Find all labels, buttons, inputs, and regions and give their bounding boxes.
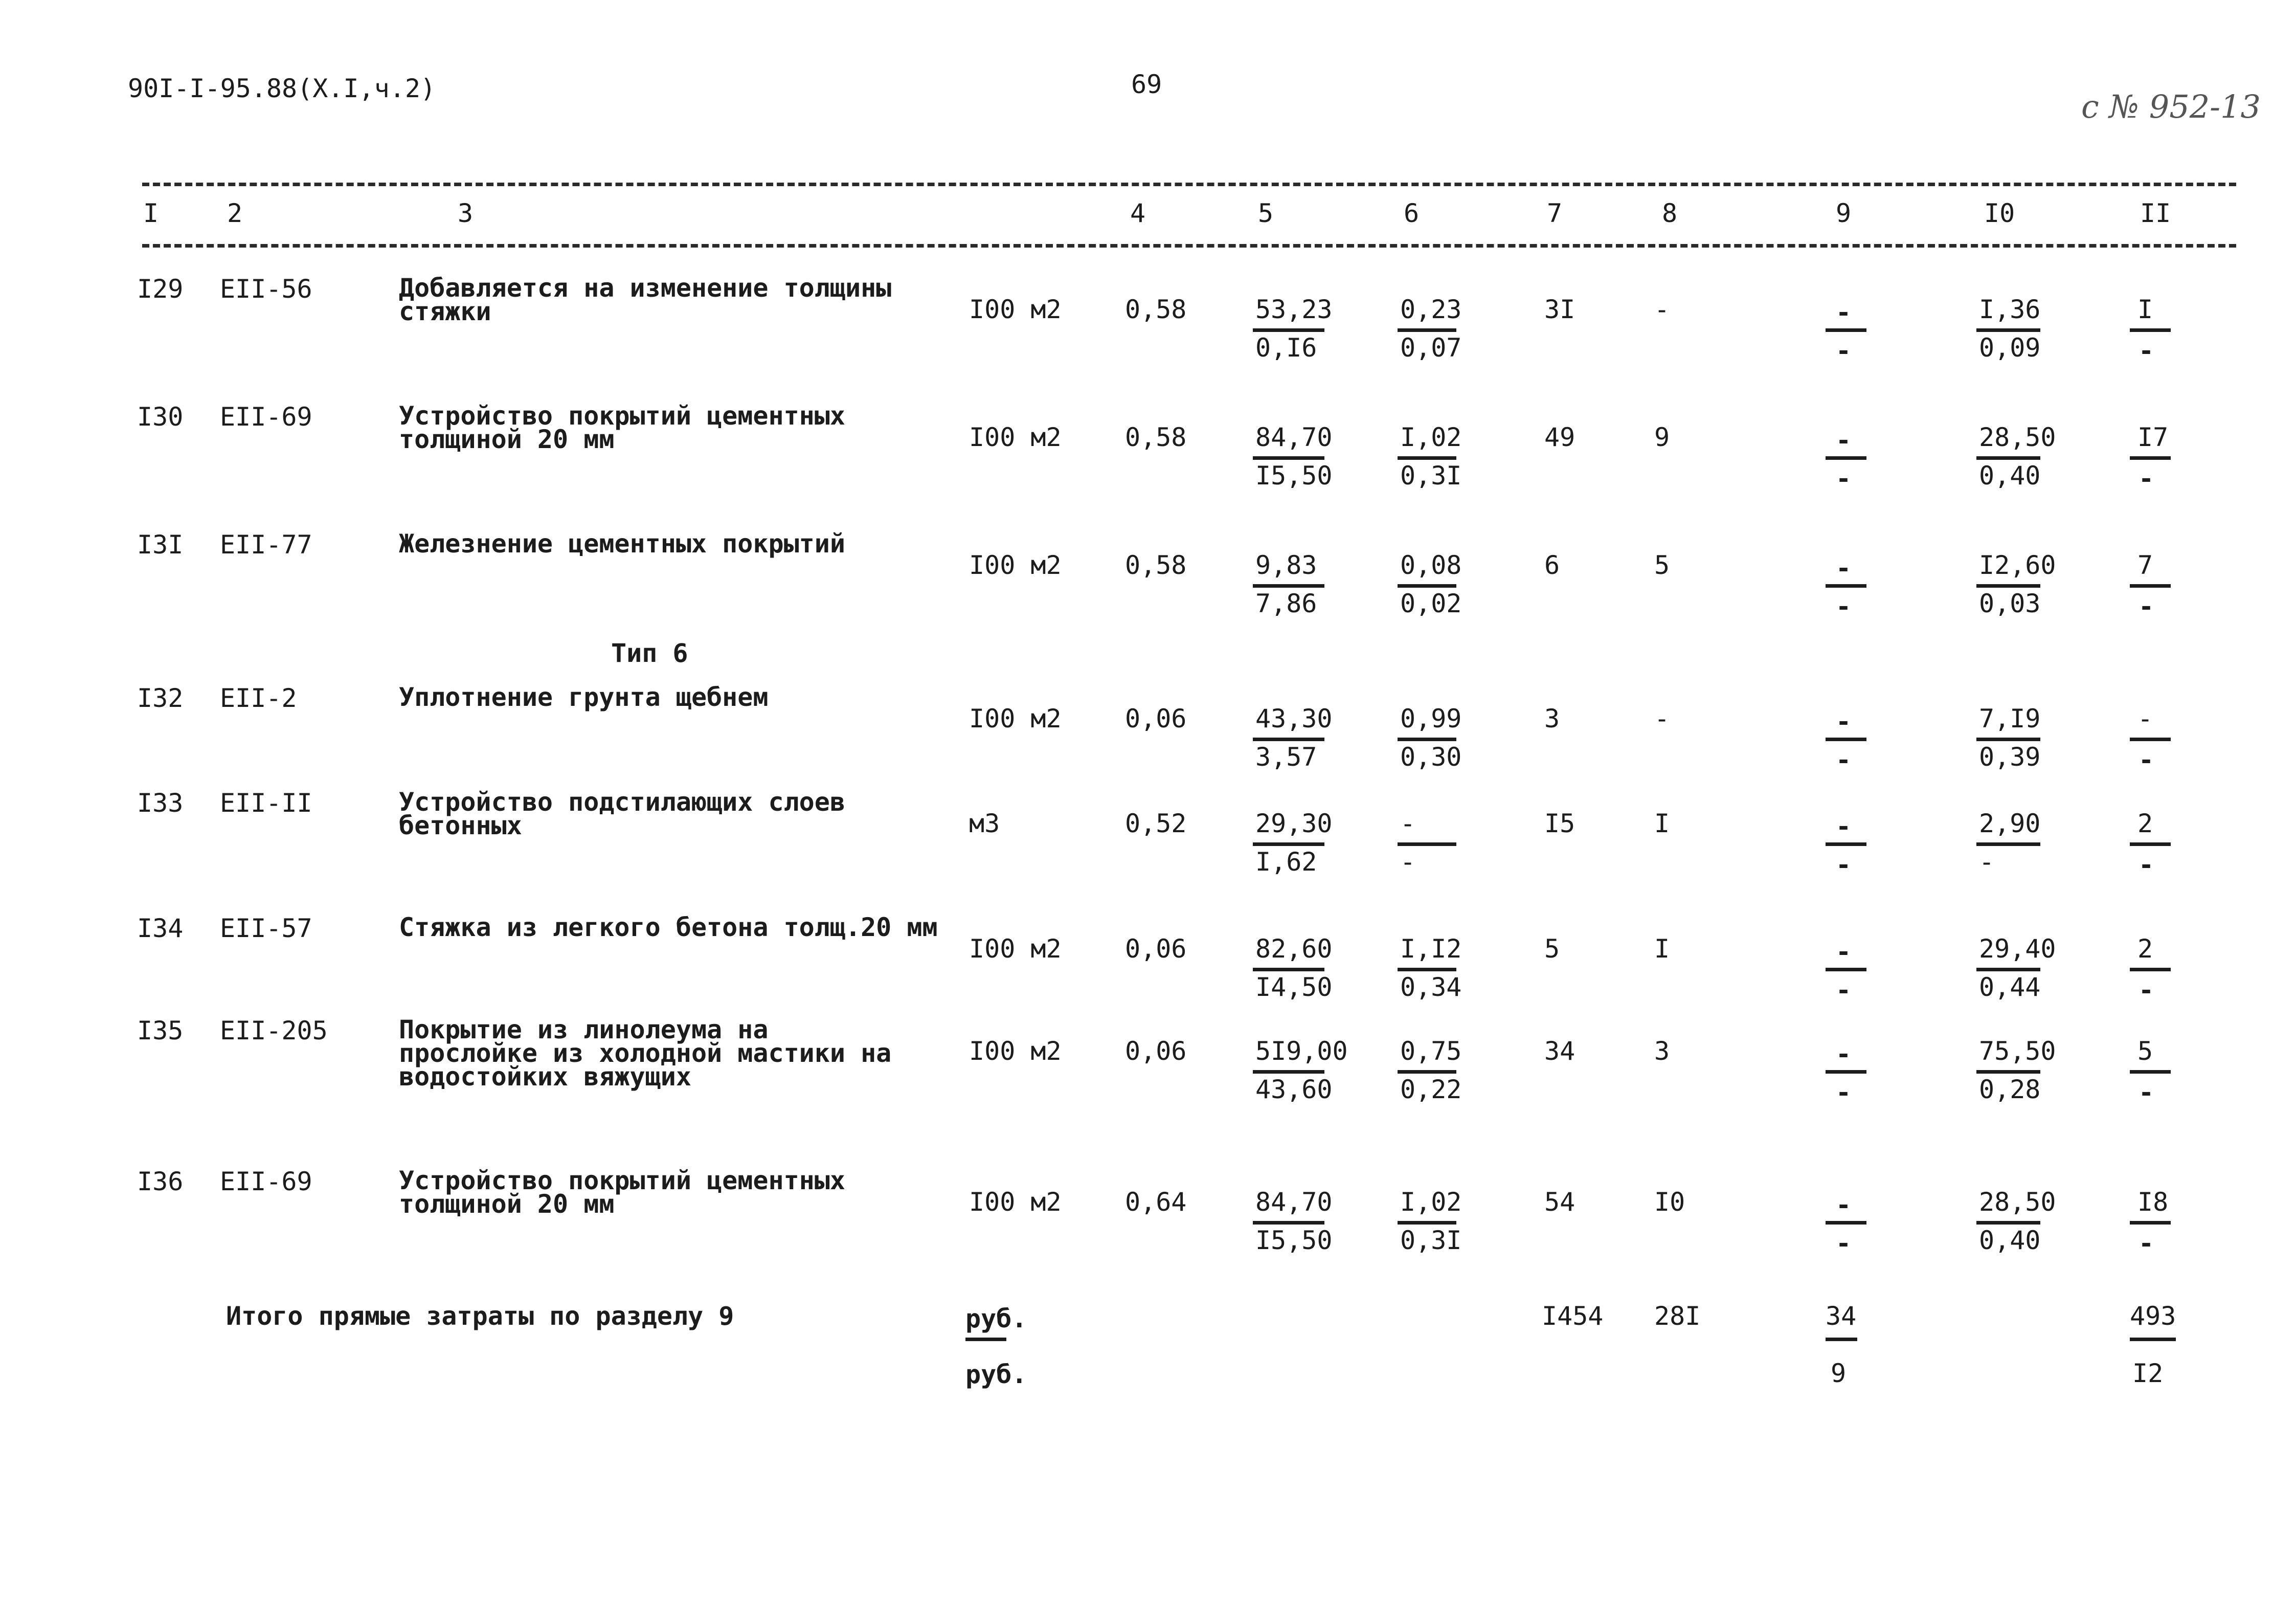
row-col5-underline	[1253, 328, 1324, 332]
header-col-5: 5	[1258, 198, 1274, 228]
row-number: I29	[137, 274, 184, 304]
row-col10-bottom: 0,40	[1979, 1226, 2041, 1255]
row-col9-bottom: -	[1836, 464, 1852, 494]
row-col9-bottom: -	[1836, 1078, 1852, 1107]
row-description: Устройство покрытий цементных толщиной 20 мм	[399, 1166, 845, 1219]
row-col9-top: -	[1836, 553, 1852, 583]
row-col8: 3	[1654, 1036, 1670, 1066]
row-col10-bottom: 0,40	[1979, 461, 2041, 491]
row-col9-top: -	[1836, 426, 1852, 455]
row-col9-bottom: -	[1836, 745, 1852, 775]
row-number: I30	[137, 402, 184, 432]
row-col10-top: I2,60	[1979, 550, 2056, 580]
total-col-7: I454	[1542, 1301, 1604, 1331]
total-col-8: 28I	[1654, 1301, 1701, 1331]
row-code: EII-57	[220, 914, 312, 943]
row-col7: 3	[1544, 704, 1560, 733]
row-col5-top: 9,83	[1255, 550, 1317, 580]
row-col10-top: 2,90	[1979, 809, 2041, 838]
row-col10-underline	[1976, 584, 2040, 588]
row-number: I33	[137, 788, 184, 818]
row-number: I35	[137, 1016, 184, 1045]
row-col10-bottom: 0,44	[1979, 972, 2041, 1002]
header-bottom-rule	[142, 244, 2236, 248]
row-col7: 49	[1544, 422, 1575, 452]
row-col5-underline	[1253, 1221, 1324, 1225]
row-col6-bottom: 0,07	[1400, 333, 1462, 363]
row-col9-top: -	[1836, 298, 1852, 327]
row-col5-bottom: I4,50	[1255, 972, 1333, 1002]
row-col6-top: 0,75	[1400, 1036, 1462, 1066]
total-col-11-bottom: I2	[2132, 1359, 2164, 1388]
row-col6-underline	[1398, 1221, 1456, 1225]
header-col-2: 2	[227, 198, 243, 228]
row-description: Уплотнение грунта щебнем	[399, 682, 769, 712]
row-col5-underline	[1253, 584, 1324, 588]
row-col9-top: -	[1836, 707, 1852, 737]
row-col11-underline	[2130, 584, 2171, 588]
header-col-7: 7	[1547, 198, 1563, 228]
row-col11-underline	[2130, 1070, 2171, 1074]
row-col10-underline	[1976, 842, 2040, 846]
total-col-11-underline	[2130, 1338, 2176, 1341]
row-col6-top: I,I2	[1400, 934, 1462, 964]
row-qty: 0,06	[1125, 934, 1187, 964]
row-col7: 6	[1544, 550, 1560, 580]
row-col11-bottom: -	[2139, 1078, 2154, 1107]
row-col9-underline	[1826, 1070, 1866, 1074]
total-col-11-top: 493	[2130, 1301, 2176, 1331]
row-code: EII-77	[220, 530, 312, 560]
row-col6-underline	[1398, 738, 1456, 741]
row-col9-bottom: -	[1836, 850, 1852, 880]
row-col9-bottom: -	[1836, 592, 1852, 621]
row-col6-bottom: 0,34	[1400, 972, 1462, 1002]
row-col7: I5	[1544, 809, 1575, 838]
header-top-rule	[142, 183, 2236, 186]
row-col11-top: 2	[2137, 809, 2153, 838]
row-qty: 0,58	[1125, 550, 1187, 580]
document-code: 90I-I-95.88(X.I,ч.2)	[128, 74, 436, 103]
row-col11-underline	[2130, 1221, 2171, 1225]
row-unit: I00 м2	[969, 1187, 1062, 1217]
row-col9-underline	[1826, 1221, 1866, 1225]
row-code: EII-56	[220, 274, 312, 304]
row-col11-top: -	[2137, 704, 2153, 733]
total-col-9-underline	[1826, 1338, 1857, 1341]
row-description: Устройство покрытий цементных толщиной 20 мм	[399, 401, 845, 454]
row-col9-underline	[1826, 584, 1866, 588]
row-col6-bottom: 0,02	[1400, 589, 1462, 618]
row-col11-bottom: -	[2139, 745, 2154, 775]
row-qty: 0,58	[1125, 295, 1187, 324]
row-col5-bottom: I5,50	[1255, 1226, 1333, 1255]
row-col11-bottom: -	[2139, 336, 2154, 366]
row-description: Стяжка из легкого бетона толщ.20 мм	[399, 913, 938, 942]
row-col10-top: 7,I9	[1979, 704, 2041, 733]
row-description: Покрытие из линолеума на прослойке из холодной мастики на водостойких вяжущих	[399, 1015, 892, 1092]
row-col9-bottom: -	[1836, 1229, 1852, 1258]
row-col5-top: 43,30	[1255, 704, 1333, 733]
row-col10-top: I,36	[1979, 295, 2041, 324]
row-code: EII-2	[220, 683, 297, 713]
row-col5-bottom: I,62	[1255, 847, 1317, 877]
row-col10-top: 29,40	[1979, 934, 2056, 964]
row-col7: 3I	[1544, 295, 1575, 324]
row-col11-underline	[2130, 738, 2171, 741]
total-label: Итого прямые затраты по разделу 9	[226, 1301, 734, 1331]
row-col6-underline	[1398, 584, 1456, 588]
row-col5-top: 84,70	[1255, 422, 1333, 452]
header-col-11: II	[2140, 198, 2171, 228]
row-col11-top: 2	[2137, 934, 2153, 964]
total-unit-bottom: руб.	[965, 1360, 1027, 1389]
row-unit: I00 м2	[969, 422, 1062, 452]
row-col6-bottom: 0,30	[1400, 742, 1462, 772]
row-col5-top: 5I9,00	[1255, 1036, 1348, 1066]
row-col11-underline	[2130, 328, 2171, 332]
header-col-1: I	[143, 198, 159, 228]
row-col8: 9	[1654, 422, 1670, 452]
row-qty: 0,06	[1125, 1036, 1187, 1066]
row-col6-underline	[1398, 456, 1456, 460]
header-col-9: 9	[1836, 198, 1852, 228]
row-unit: I00 м2	[969, 550, 1062, 580]
row-col11-bottom: -	[2139, 975, 2154, 1005]
row-col5-top: 82,60	[1255, 934, 1333, 964]
row-col5-top: 53,23	[1255, 295, 1333, 324]
total-col-9-bottom: 9	[1831, 1359, 1847, 1388]
row-col11-underline	[2130, 968, 2171, 971]
total-unit-underline	[965, 1338, 1006, 1341]
row-col5-top: 84,70	[1255, 1187, 1333, 1217]
row-col6-underline	[1398, 328, 1456, 332]
row-number: I32	[137, 683, 184, 713]
row-unit: м3	[969, 809, 1000, 838]
row-unit: I00 м2	[969, 295, 1062, 324]
row-col11-top: I	[2137, 295, 2153, 324]
row-col10-bottom: 0,28	[1979, 1075, 2041, 1104]
row-qty: 0,06	[1125, 704, 1187, 733]
row-code: EII-69	[220, 402, 312, 432]
row-col8: 5	[1654, 550, 1670, 580]
row-qty: 0,58	[1125, 422, 1187, 452]
row-col7: 34	[1544, 1036, 1575, 1066]
row-col11-underline	[2130, 456, 2171, 460]
row-col6-bottom: 0,22	[1400, 1075, 1462, 1104]
row-col9-bottom: -	[1836, 975, 1852, 1005]
row-col6-bottom: -	[1400, 847, 1416, 877]
row-col6-top: -	[1400, 809, 1416, 838]
row-col7: 54	[1544, 1187, 1575, 1217]
header-col-6: 6	[1404, 198, 1420, 228]
row-unit: I00 м2	[969, 934, 1062, 964]
row-description: Железнение цементных покрытий	[399, 529, 845, 559]
row-col5-underline	[1253, 456, 1324, 460]
row-col10-top: 75,50	[1979, 1036, 2056, 1066]
row-col9-top: -	[1836, 1190, 1852, 1220]
row-col5-underline	[1253, 738, 1324, 741]
row-col9-underline	[1826, 738, 1866, 741]
header-col-4: 4	[1130, 198, 1146, 228]
row-col6-top: I,02	[1400, 422, 1462, 452]
row-col8: I	[1654, 809, 1670, 838]
row-number: I3I	[137, 530, 184, 560]
row-number: I34	[137, 914, 184, 943]
row-description: Устройство подстилающих слоев бетонных	[399, 787, 845, 840]
row-number: I36	[137, 1167, 184, 1196]
row-description: Добавляется на изменение толщины стяжки	[399, 273, 892, 326]
row-col9-underline	[1826, 328, 1866, 332]
row-col11-bottom: -	[2139, 850, 2154, 880]
handwritten-mark: с № 952-13	[2081, 88, 2261, 125]
row-col5-bottom: I5,50	[1255, 461, 1333, 491]
page-number: 69	[1131, 70, 1162, 99]
section-title: Тип 6	[611, 638, 688, 668]
row-col10-underline	[1976, 1221, 2040, 1225]
row-col9-underline	[1826, 968, 1866, 971]
header-col-3: 3	[458, 198, 474, 228]
row-col6-underline	[1398, 842, 1456, 846]
row-col11-top: 5	[2137, 1036, 2153, 1066]
row-col5-bottom: 0,I6	[1255, 333, 1317, 363]
row-col6-top: 0,99	[1400, 704, 1462, 733]
row-col5-top: 29,30	[1255, 809, 1333, 838]
row-code: EII-69	[220, 1167, 312, 1196]
total-unit-top: руб.	[965, 1304, 1027, 1333]
row-col5-bottom: 7,86	[1255, 589, 1317, 618]
row-col10-bottom: 0,03	[1979, 589, 2041, 618]
row-unit: I00 м2	[969, 704, 1062, 733]
row-col5-bottom: 3,57	[1255, 742, 1317, 772]
row-code: EII-205	[220, 1016, 328, 1045]
row-qty: 0,64	[1125, 1187, 1187, 1217]
header-col-8: 8	[1662, 198, 1678, 228]
row-col10-underline	[1976, 328, 2040, 332]
row-col6-underline	[1398, 968, 1456, 971]
row-col10-underline	[1976, 968, 2040, 971]
row-col9-top: -	[1836, 937, 1852, 967]
total-col-9-top: 34	[1826, 1301, 1857, 1331]
row-col11-top: 7	[2137, 550, 2153, 580]
row-col11-top: I7	[2137, 422, 2169, 452]
row-col9-top: -	[1836, 812, 1852, 841]
row-col8: -	[1654, 704, 1670, 733]
row-col9-bottom: -	[1836, 336, 1852, 366]
row-col10-bottom: 0,39	[1979, 742, 2041, 772]
row-col6-bottom: 0,3I	[1400, 1226, 1462, 1255]
row-col10-underline	[1976, 1070, 2040, 1074]
row-col8: I	[1654, 934, 1670, 964]
row-col6-top: 0,23	[1400, 295, 1462, 324]
row-col8: I0	[1654, 1187, 1685, 1217]
row-col9-underline	[1826, 456, 1866, 460]
row-col10-bottom: -	[1979, 847, 1995, 877]
row-col10-top: 28,50	[1979, 1187, 2056, 1217]
row-col5-bottom: 43,60	[1255, 1075, 1333, 1104]
row-col11-underline	[2130, 842, 2171, 846]
row-col11-top: I8	[2137, 1187, 2169, 1217]
row-col10-top: 28,50	[1979, 422, 2056, 452]
header-col-10: I0	[1984, 198, 2015, 228]
row-code: EII-II	[220, 788, 312, 818]
row-col6-bottom: 0,3I	[1400, 461, 1462, 491]
row-col9-underline	[1826, 842, 1866, 846]
row-col5-underline	[1253, 968, 1324, 971]
row-qty: 0,52	[1125, 809, 1187, 838]
row-col6-underline	[1398, 1070, 1456, 1074]
row-col6-top: 0,08	[1400, 550, 1462, 580]
row-col10-underline	[1976, 738, 2040, 741]
row-col11-bottom: -	[2139, 592, 2154, 621]
row-col10-underline	[1976, 456, 2040, 460]
row-col8: -	[1654, 295, 1670, 324]
row-col11-bottom: -	[2139, 1229, 2154, 1258]
row-col5-underline	[1253, 842, 1324, 846]
row-col7: 5	[1544, 934, 1560, 964]
row-col11-bottom: -	[2139, 464, 2154, 494]
row-unit: I00 м2	[969, 1036, 1062, 1066]
row-col9-top: -	[1836, 1039, 1852, 1069]
row-col5-underline	[1253, 1070, 1324, 1074]
row-col6-top: I,02	[1400, 1187, 1462, 1217]
row-col10-bottom: 0,09	[1979, 333, 2041, 363]
